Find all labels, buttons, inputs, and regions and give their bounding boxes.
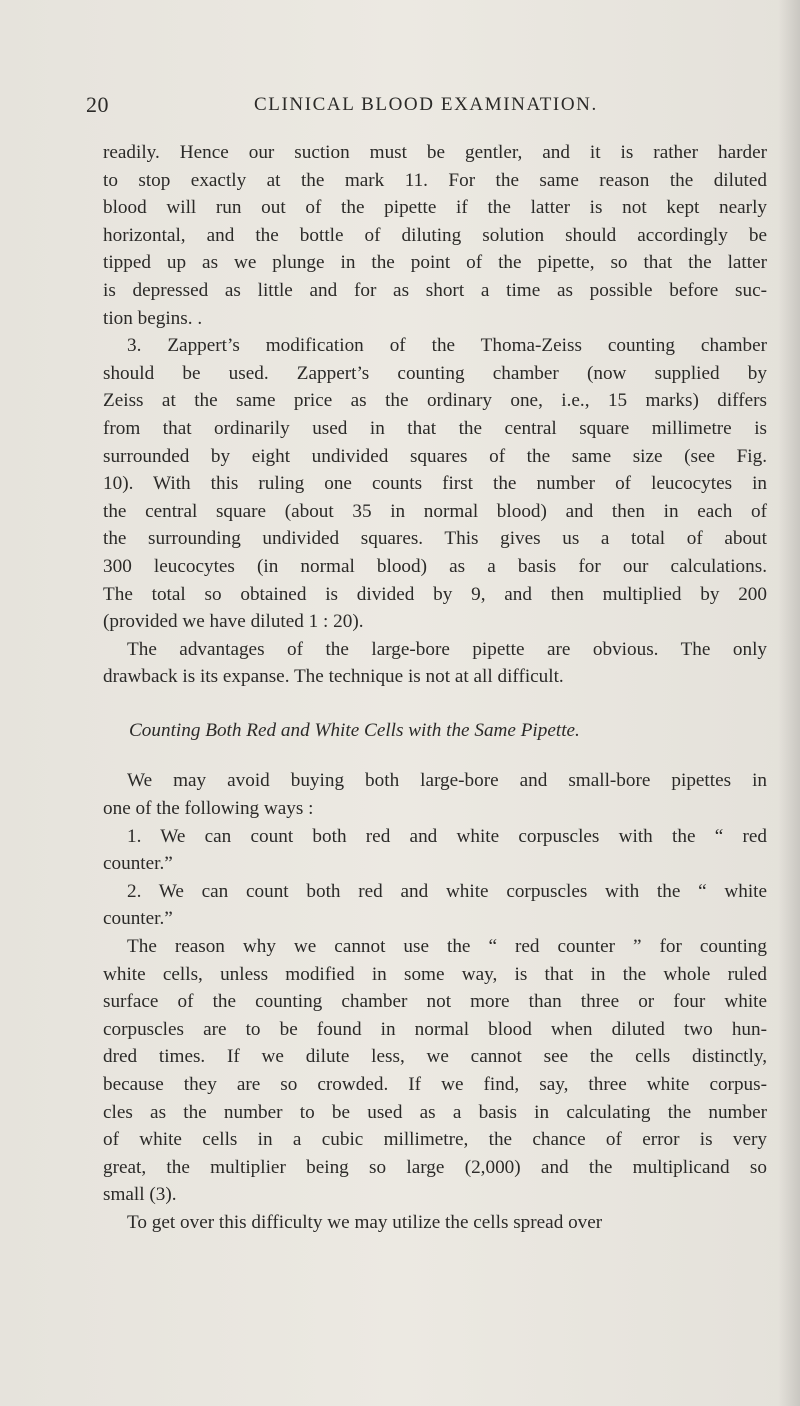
text-line: blood will run out of the pipette if the latter is not kept nearly bbox=[103, 197, 767, 219]
list-item-line: counter.” bbox=[103, 908, 173, 930]
text-line: from that ordinarily used in that the central square millimetre is bbox=[103, 417, 767, 439]
text-line: to stop exactly at the mark 11. For the same reason the diluted bbox=[103, 169, 767, 191]
text-line: small (3). bbox=[103, 1184, 177, 1206]
text-line: tion begins. . bbox=[103, 307, 203, 329]
text-line: The advantages of the large-bore pipette are obvious. The only bbox=[127, 638, 767, 660]
text-line: should be used. Zappert’s counting chamber (now supplied by bbox=[103, 362, 767, 384]
text-line: the central square (about 35 in normal blood) and then in each of bbox=[103, 500, 767, 522]
text-line: The total so obtained is divided by 9, and then multiplied by 200 bbox=[103, 583, 767, 605]
text-line: 10). With this ruling one counts first the number of leucocytes in bbox=[103, 473, 767, 495]
section-gap bbox=[103, 691, 767, 717]
text-line: great, the multiplier being so large (2,000) and the multiplicand so bbox=[103, 1156, 767, 1178]
text-line: Zeiss at the same price as the ordinary one, i.e., 15 marks) differs bbox=[103, 390, 767, 412]
body-text bbox=[103, 139, 767, 1237]
text-line: of white cells in a cubic millimetre, the chance of error is very bbox=[103, 1129, 767, 1151]
text-line: To get over this difficulty we may utilize the cells spread over bbox=[127, 1211, 603, 1233]
section-gap bbox=[103, 744, 767, 767]
text-line: one of the following ways : bbox=[103, 798, 314, 820]
text-line: surrounded by eight undivided squares of the same size (see Fig. bbox=[103, 445, 767, 467]
page-number: 20 bbox=[86, 92, 109, 117]
text-line: horizontal, and the bottle of diluting solution should accordingly be bbox=[103, 224, 767, 246]
text-line: 3. Zappert’s modification of the Thoma-Zeiss counting chamber bbox=[127, 335, 767, 357]
text-line: tipped up as we plunge in the point of the pipette, so that the latter bbox=[103, 252, 767, 274]
text-line: We may avoid buying both large-bore and small-bore pipettes in bbox=[127, 770, 767, 792]
list-item-line: 1. We can count both red and white corpuscles with the “ red bbox=[127, 825, 767, 847]
text-line: dred times. If we dilute less, we cannot see the cells distinctly, bbox=[103, 1046, 767, 1068]
text-line: readily. Hence our suction must be gentler, and it is rather harder bbox=[103, 142, 767, 163]
text-line: white cells, unless modified in some way, is that in the whole ruled bbox=[103, 963, 767, 985]
running-title: CLINICAL BLOOD EXAMINATION. bbox=[254, 94, 598, 115]
list-item-line: 2. We can count both red and white corpuscles with the “ white bbox=[127, 880, 767, 902]
text-line: is depressed as little and for as short a time as possible before suc- bbox=[103, 279, 767, 301]
page-header bbox=[86, 92, 746, 122]
text-line: the surrounding undivided squares. This gives us a total of about bbox=[103, 528, 767, 550]
page-edge-shadow bbox=[778, 0, 800, 1406]
list-item-line: counter.” bbox=[103, 853, 173, 875]
section-subheading: Counting Both Red and White Cells with the Same Pipette. bbox=[129, 719, 580, 741]
text-line: 300 leucocytes (in normal blood) as a basis for our calculations. bbox=[103, 555, 767, 577]
text-line: drawback is its expanse. The technique is not at all difficult. bbox=[103, 666, 564, 688]
text-line: cles as the number to be used as a basis in calculating the number bbox=[103, 1101, 767, 1123]
text-line: because they are so crowded. If we find, say, three white corpus- bbox=[103, 1074, 767, 1095]
text-line: corpuscles are to be found in normal blood when diluted two hun- bbox=[103, 1018, 767, 1040]
text-line: surface of the counting chamber not more than three or four white bbox=[103, 991, 767, 1013]
text-line: The reason why we cannot use the “ red counter ” for counting bbox=[127, 936, 767, 958]
text-line: (provided we have diluted 1 : 20). bbox=[103, 611, 364, 633]
